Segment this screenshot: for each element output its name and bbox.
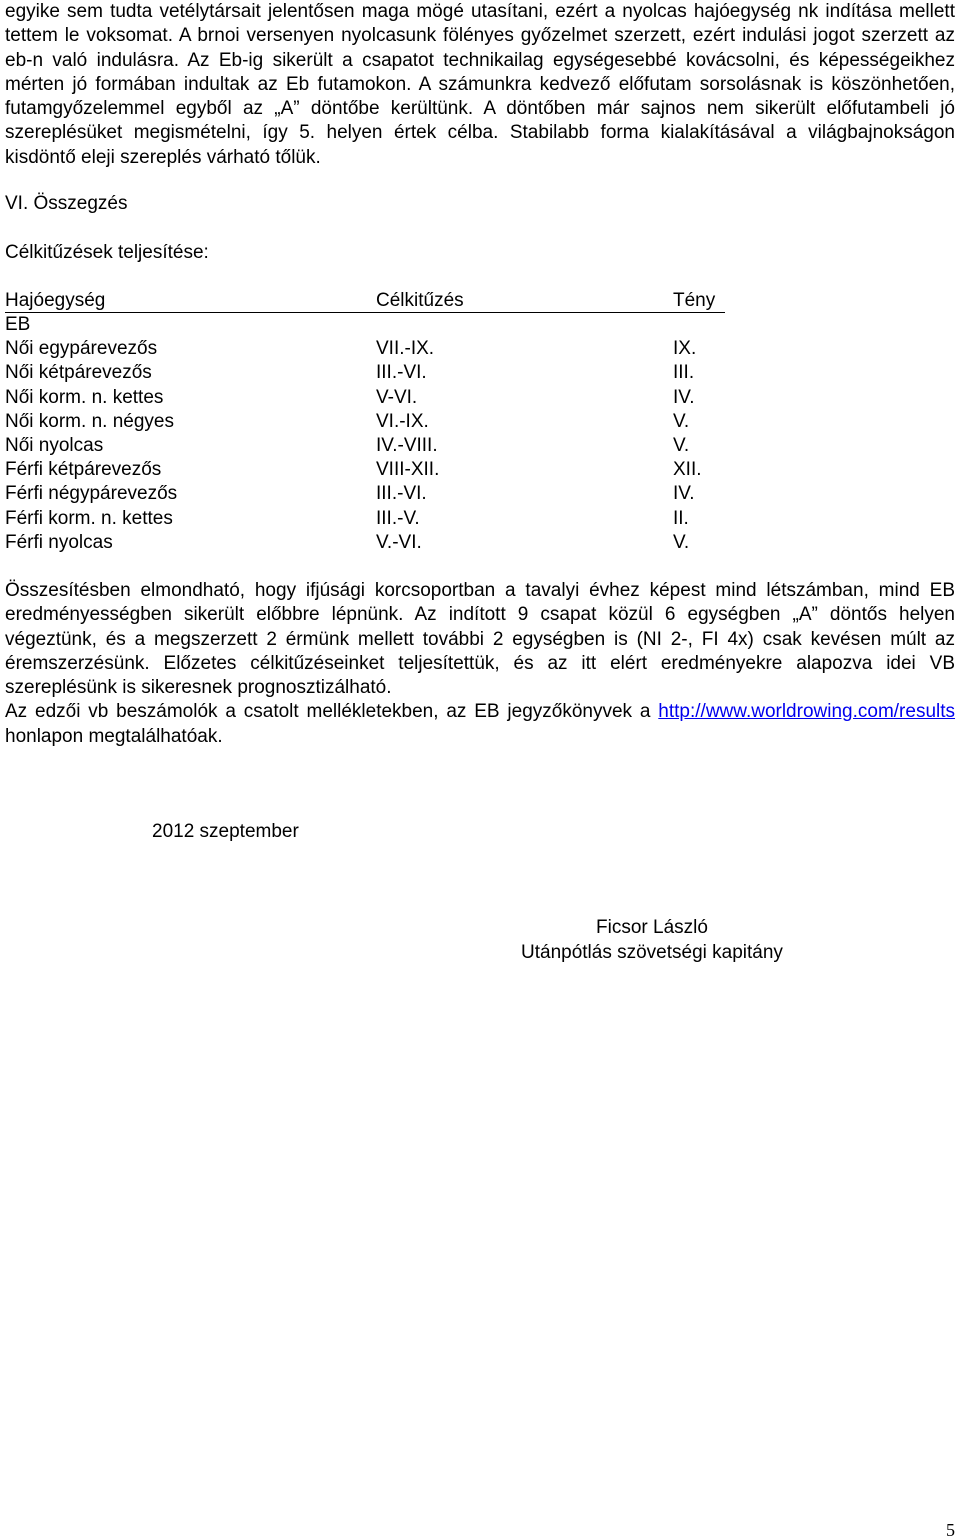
result-cell: IX. [673,338,697,360]
section-title: VI. Összegzés [5,193,128,214]
goal-cell: III.-V. [376,507,420,529]
goal-cell: VII.-IX. [376,338,435,360]
goal-cell: III.-VI. [376,362,427,384]
boat-class-cell: Férfi nyolcas [5,531,113,553]
group-label: EB [5,314,31,335]
boat-class-cell: Férfi négypárevezős [5,483,178,505]
results-link[interactable]: http://www.worldrowing.com/results [658,701,956,723]
goals-table [5,289,725,555]
table-row [5,531,725,555]
result-cell: XII. [673,459,702,481]
table-row [5,458,725,482]
boat-class-cell: Női korm. n. kettes [5,386,164,408]
table-row [5,434,725,458]
table-row [5,337,725,361]
goal-cell: VIII-XII. [376,459,440,481]
result-cell: III. [673,362,695,384]
boat-class-cell: Férfi kétpárevezős [5,459,162,481]
boat-class-cell: Női korm. n. négyes [5,410,174,432]
page-number: 5 [946,1520,955,1540]
summary-paragraph: Összesítésben elmondható, hogy ifjúsági korcsoportban a tavalyi évhez képest mind létszámban, mind EB eredményességben sikerült előbbre lépnünk. Az indított 9 csapat közül 6 egységben „A” döntős helyen végeztünk, és a megszerzett 2 érmünk mellett további 2 egységben is (NI 2-, FI 4x) csak kevésen múlt az éremszerzésünk. Előzetes célkitűzéseinket teljesítettük, és az itt elért eredményekre alapozva idei VB szereplésünk is sikeresnek prognosztizálható. [5,580,955,699]
header-boat-class: Hajóegység [5,290,106,311]
document-date: 2012 szeptember [152,821,299,842]
intro-paragraph: egyike sem tudta vetélytársait jelentősen maga mögé utasítani, ezért a nyolcas hajóegység nk indítása mellett tettem le voksomat. A brnoi versenyen nyolcasunk fölényes győzelmet szerzett, ezért indulási jogot szerzett az eb-n való indulásra. Az Eb-ig sikerült a csapatot technikailag egységesebbé kovácsolni, és képességeikhez mérten jó formában indultak az Eb futamokon. A számunkra kedvező előfutam sorsolásnak is köszönhetően, futamgyőzelemmel egyből az „A” döntőbe kerültünk. A döntőben már sajnos nem sikerült előfutambeli jó szereplésüket megismételni, így 5. helyen értek célba. Stabilabb forma kialakításával a világbajnokságon kisdöntő eleji szereplés várható tőlük. [5,1,955,168]
reports-suffix: honlapon megtalálhatóak. [5,725,223,747]
reports-prefix: Az edzői vb beszámolók a csatolt mellékletekben, az EB jegyzőkönyvek a [5,701,651,723]
result-cell: IV. [673,483,695,505]
goal-cell: IV.-VIII. [376,434,438,456]
goal-cell: III.-VI. [376,483,427,505]
reports-paragraph [5,700,955,749]
table-row [5,361,725,385]
signatory-name: Ficsor László [596,917,708,938]
subsection-title: Célkitűzések teljesítése: [5,242,209,263]
result-cell: II. [673,507,689,529]
table-row [5,482,725,506]
table-row [5,410,725,434]
result-cell: IV. [673,386,695,408]
header-result: Tény [673,290,716,311]
table-group-label [5,313,725,337]
goal-cell: V-VI. [376,386,418,408]
goal-cell: V.-VI. [376,531,422,553]
signatory-title: Utánpótlás szövetségi kapitány [521,941,783,963]
header-goal: Célkitűzés [376,290,464,311]
result-cell: V. [673,410,690,432]
result-cell: V. [673,434,690,456]
summary-section [5,579,955,749]
result-cell: V. [673,531,690,553]
signature-block [521,916,783,965]
boat-class-cell: Női nyolcas [5,434,104,456]
boat-class-cell: Női kétpárevezős [5,362,152,384]
boat-class-cell: Férfi korm. n. kettes [5,507,173,529]
goal-cell: VI.-IX. [376,410,429,432]
table-row [5,507,725,531]
table-row [5,386,725,410]
boat-class-cell: Női egypárevezős [5,338,158,360]
table-header-row [5,289,725,313]
